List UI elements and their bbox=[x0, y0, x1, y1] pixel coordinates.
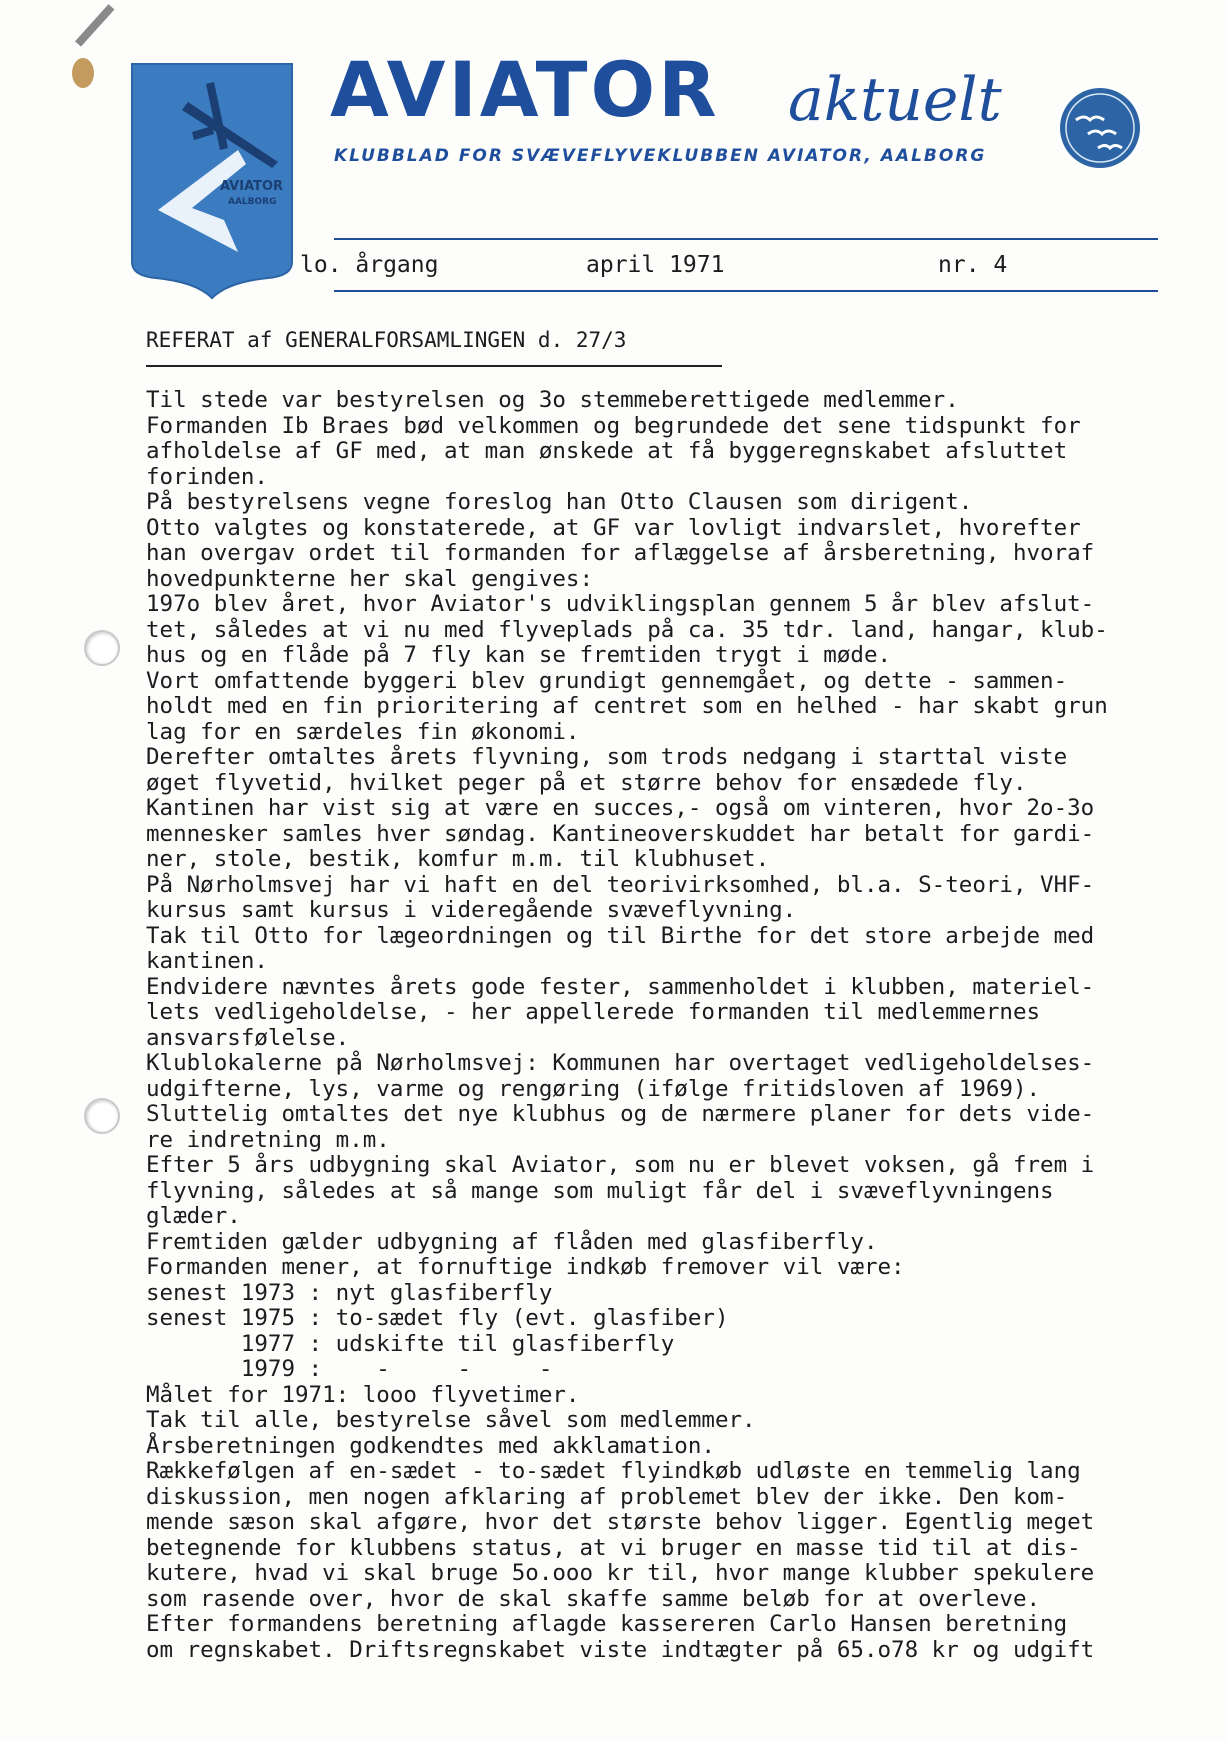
article-body bbox=[146, 388, 1228, 1663]
article-line: Tak til Otto for lægeordningen og til Birthe for det store arbejde med bbox=[146, 922, 1095, 949]
seagulls-emblem-icon bbox=[1058, 86, 1142, 170]
article-line: kantinen. bbox=[146, 948, 268, 974]
article-line: Årsberetningen godkendtes med akklamation. bbox=[146, 1432, 715, 1459]
article-line: Rækkefølgen af en-sædet - to-sædet flyindkøb udløste en temmelig lang bbox=[146, 1458, 1081, 1484]
article-line: lets vedligeholdelse, - her appellerede formanden til medlemmernes bbox=[146, 999, 1041, 1025]
article-line: 1979 : - - - bbox=[146, 1356, 553, 1382]
issue-volume: lo. årgang bbox=[300, 252, 439, 278]
article-line: øget flyvetid, hvilket peger på et større behov for ensædede fly. bbox=[146, 769, 1027, 796]
heading-underline bbox=[146, 365, 722, 367]
article-line: han overgav ordet til formanden for aflæggelse af årsberetning, hvoraf bbox=[146, 540, 1095, 566]
article-line: som rasende over, hvor de skal skaffe samme beløb for at overleve. bbox=[146, 1585, 1041, 1612]
article-line: betegnende for klubbens status, at vi bruger en masse tid til at dis- bbox=[146, 1534, 1081, 1561]
article-line: Klublokalerne på Nørholmsvej: Kommunen har overtaget vedligeholdelses- bbox=[146, 1050, 1095, 1076]
article-line: ansvarsfølelse. bbox=[146, 1024, 350, 1051]
article-line: Derefter omtaltes årets flyvning, som trods nedgang i starttal viste bbox=[146, 744, 1068, 770]
article-line: På bestyrelsens vegne foreslog han Otto Clausen som dirigent. bbox=[146, 489, 973, 515]
article-line: Otto valgtes og konstaterede, at GF var lovligt indvarslet, hvorefter bbox=[146, 514, 1081, 541]
article-line: Endvidere nævntes årets gode fester, sammenholdet i klubben, materiel- bbox=[146, 973, 1095, 1000]
article-line: lag for en særdeles fin økonomi. bbox=[146, 718, 580, 745]
article-line: mende sæson skal afgøre, hvor det største behov ligger. Egentlig meget bbox=[146, 1509, 1095, 1535]
issue-number: nr. 4 bbox=[938, 252, 1008, 278]
punch-hole-top bbox=[84, 630, 120, 666]
masthead-subtitle: aktuelt bbox=[788, 65, 1002, 135]
masthead-rule-top bbox=[334, 238, 1158, 240]
article-line: re indretning m.m. bbox=[146, 1126, 390, 1153]
article-line: Til stede var bestyrelsen og 3o stemmeberettigede medlemmer. bbox=[146, 387, 959, 413]
article-line: forinden. bbox=[146, 463, 268, 490]
article-line: holdt med en fin prioritering af centret som en helhed - har skabt grun bbox=[146, 693, 1108, 719]
article-line: Efter 5 års udbygning skal Aviator, som nu er blevet voksen, gå frem i bbox=[146, 1152, 1095, 1178]
article-line: om regnskabet. Driftsregnskabet viste indtægter på 65.o78 kr og udgift bbox=[146, 1636, 1095, 1663]
article-line: kutere, hvad vi skal bruge 5o.ooo kr til, hvor mange klubber spekulere bbox=[146, 1560, 1095, 1586]
article-line: Fremtiden gælder udbygning af flåden med glasfiberfly. bbox=[146, 1228, 878, 1255]
article-line: udgifterne, lys, varme og rengøring (ifølge fritidsloven af 1969). bbox=[146, 1075, 1041, 1102]
masthead-tagline: KLUBBLAD FOR SVÆVEFLYVEKLUBBEN AVIATOR, AALBORG bbox=[334, 146, 987, 166]
aviator-shield-logo bbox=[128, 62, 296, 300]
article-line: Efter formandens beretning aflagde kassereren Carlo Hansen beretning bbox=[146, 1611, 1068, 1637]
rust-stain bbox=[72, 58, 94, 88]
article-line: 197o blev året, hvor Aviator's udviklingsplan gennem 5 år blev afslut- bbox=[146, 591, 1095, 617]
article-line: kursus samt kursus i videregående svæveflyvning. bbox=[146, 897, 797, 923]
article-line: afholdelse af GF med, at man ønskede at få byggeregnskabet afsluttet bbox=[146, 438, 1068, 464]
article-line: 1977 : udskifte til glasfiberfly bbox=[146, 1330, 675, 1357]
article-line: mennesker samles hver søndag. Kantineoverskuddet har betalt for gardi- bbox=[146, 820, 1095, 847]
article-line: Formanden mener, at fornuftige indkøb fremover vil være: bbox=[146, 1254, 905, 1280]
article-heading: REFERAT af GENERALFORSAMLINGEN d. 27/3 bbox=[146, 328, 627, 352]
issue-date: april 1971 bbox=[586, 252, 725, 278]
article-line: Vort omfattende byggeri blev grundigt gennemgået, og dette - sammen- bbox=[146, 667, 1068, 694]
masthead-title: AVIATOR bbox=[330, 45, 720, 134]
article-line: glæder. bbox=[146, 1203, 241, 1229]
article-line: Formanden Ib Braes bød velkommen og begrundede det sene tidspunkt for bbox=[146, 412, 1081, 439]
article-line: Sluttelig omtaltes det nye klubhus og de nærmere planer for dets vide- bbox=[146, 1101, 1095, 1127]
article-line: Kantinen har vist sig at være en succes,- også om vinteren, hvor 2o-3o bbox=[146, 795, 1095, 821]
masthead-rule-bottom bbox=[334, 290, 1158, 292]
article-line: hovedpunkterne her skal gengives: bbox=[146, 565, 594, 592]
svg-text:AALBORG: AALBORG bbox=[228, 197, 277, 207]
article-line: Målet for 1971: looo flyvetimer. bbox=[146, 1381, 580, 1408]
article-line: senest 1973 : nyt glasfiberfly bbox=[146, 1279, 553, 1306]
article-line: diskussion, men nogen afklaring af problemet blev der ikke. Den kom- bbox=[146, 1483, 1068, 1510]
article-line: senest 1975 : to-sædet fly (evt. glasfiber) bbox=[146, 1305, 729, 1331]
staple bbox=[75, 4, 114, 47]
punch-hole-bottom bbox=[84, 1098, 120, 1134]
article-line: På Nørholmsvej har vi haft en del teorivirksomhed, bl.a. S-teori, VHF- bbox=[146, 871, 1095, 898]
article-line: hus og en flåde på 7 fly kan se fremtiden trygt i møde. bbox=[146, 642, 892, 668]
article-line: ner, stole, bestik, komfur m.m. til klubhuset. bbox=[146, 846, 770, 872]
svg-text:AVIATOR: AVIATOR bbox=[220, 179, 284, 194]
article-line: tet, således at vi nu med flyveplads på ca. 35 tdr. land, hangar, klub- bbox=[146, 616, 1108, 643]
article-line: Tak til alle, bestyrelse såvel som medlemmer. bbox=[146, 1407, 756, 1433]
article-line: flyvning, således at så mange som muligt får del i svæveflyvningens bbox=[146, 1177, 1054, 1204]
